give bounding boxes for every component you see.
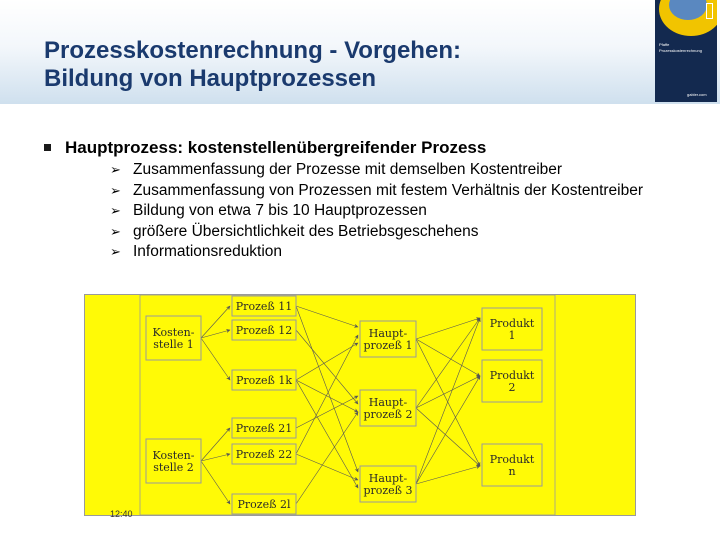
produkt-2-label: 2 <box>508 381 516 394</box>
book-cover-author: Pfaffe <box>659 42 670 47</box>
arrow-bullet-icon: ➢ <box>110 223 121 239</box>
produkt-1-label: Produkt <box>489 317 535 330</box>
teilprozess-2-label: Prozeß 12 <box>235 324 293 337</box>
title-line-1: Prozesskostenrechnung - Vorgehen: <box>44 37 461 64</box>
slide-title <box>44 37 461 93</box>
sub-bullet-text: Informationsreduktion <box>133 243 283 260</box>
sub-bullet-text: Zusammenfassung von Prozessen mit festem Verhältnis der Kostentreiber <box>133 181 644 199</box>
sub-bullet-item <box>110 160 670 181</box>
teilprozess-1 <box>232 296 296 316</box>
teilprozess-4 <box>232 418 296 438</box>
teilprozess-2 <box>232 320 296 340</box>
teilprozess-6 <box>232 494 296 514</box>
hauptprozess-1-label: Haupt- <box>368 327 408 340</box>
hauptprozess-3-label: Haupt- <box>368 472 408 485</box>
produkt-2-label: Produkt <box>489 369 535 382</box>
book-cover-title: Prozesskostenrechnung <box>659 48 702 53</box>
kostenstelle-2 <box>146 439 201 483</box>
arrow-bullet-icon: ➢ <box>110 162 121 177</box>
square-bullet-icon <box>44 144 51 151</box>
hauptprozess-3 <box>360 466 416 502</box>
slide-timestamp: 12:40 <box>110 509 133 519</box>
sub-bullet-item <box>110 201 670 222</box>
book-cover-url: gabler.com <box>687 92 707 97</box>
arrow-bullet-icon: ➢ <box>110 182 121 198</box>
sub-bullet-item <box>110 242 670 263</box>
teilprozess-3 <box>232 370 296 390</box>
title-line-2: Bildung von Hauptprozessen <box>44 65 377 92</box>
kostenstelle-1-label: Kosten- <box>152 326 195 339</box>
teilprozess-3-label: Prozeß 1k <box>235 374 293 387</box>
arrow-bullet-icon: ➢ <box>110 203 121 218</box>
sub-bullet-item <box>110 181 670 202</box>
teilprozess-6-label: Prozeß 2l <box>237 498 291 511</box>
produkt-2 <box>482 360 542 402</box>
kostenstelle-1 <box>146 316 201 360</box>
sub-bullet-text: Zusammenfassung der Prozesse mit demselben Kostentreiber <box>133 161 563 178</box>
sub-bullet-text: größere Übersichtlichkeit des Betriebsgeschehens <box>133 222 479 240</box>
hauptprozess-2-label: prozeß 2 <box>363 408 413 421</box>
produkt-3 <box>482 444 542 486</box>
main-bullet <box>44 138 486 158</box>
teilprozess-4-label: Prozeß 21 <box>235 422 293 435</box>
kostenstelle-2-label: stelle 2 <box>153 461 194 474</box>
teilprozess-1-label: Prozeß 11 <box>235 300 293 313</box>
process-diagram <box>84 294 636 516</box>
teilprozess-5-label: Prozeß 22 <box>235 448 293 461</box>
hauptprozess-2-label: Haupt- <box>368 396 408 409</box>
hauptprozess-1 <box>360 321 416 357</box>
sub-bullet-item <box>110 222 670 243</box>
sub-bullet-list <box>110 160 670 263</box>
hauptprozess-1-label: prozeß 1 <box>363 339 413 352</box>
arrow-bullet-icon: ➢ <box>110 244 121 259</box>
produkt-3-label: Produkt <box>489 453 535 466</box>
hauptprozess-2 <box>360 390 416 426</box>
book-cover-image <box>655 0 717 102</box>
main-bullet-text: Hauptprozess: kostenstellenübergreifender Prozess <box>65 138 487 157</box>
hauptprozess-3-label: prozeß 3 <box>363 484 413 497</box>
produkt-1-label: 1 <box>508 329 516 342</box>
kostenstelle-1-label: stelle 1 <box>153 338 194 351</box>
kostenstelle-2-label: Kosten- <box>152 449 195 462</box>
teilprozess-5 <box>232 444 296 464</box>
produkt-1 <box>482 308 542 350</box>
produkt-3-label: n <box>508 465 516 478</box>
sub-bullet-text: Bildung von etwa 7 bis 10 Hauptprozessen <box>133 202 427 219</box>
book-cover-badge-icon <box>706 3 713 19</box>
